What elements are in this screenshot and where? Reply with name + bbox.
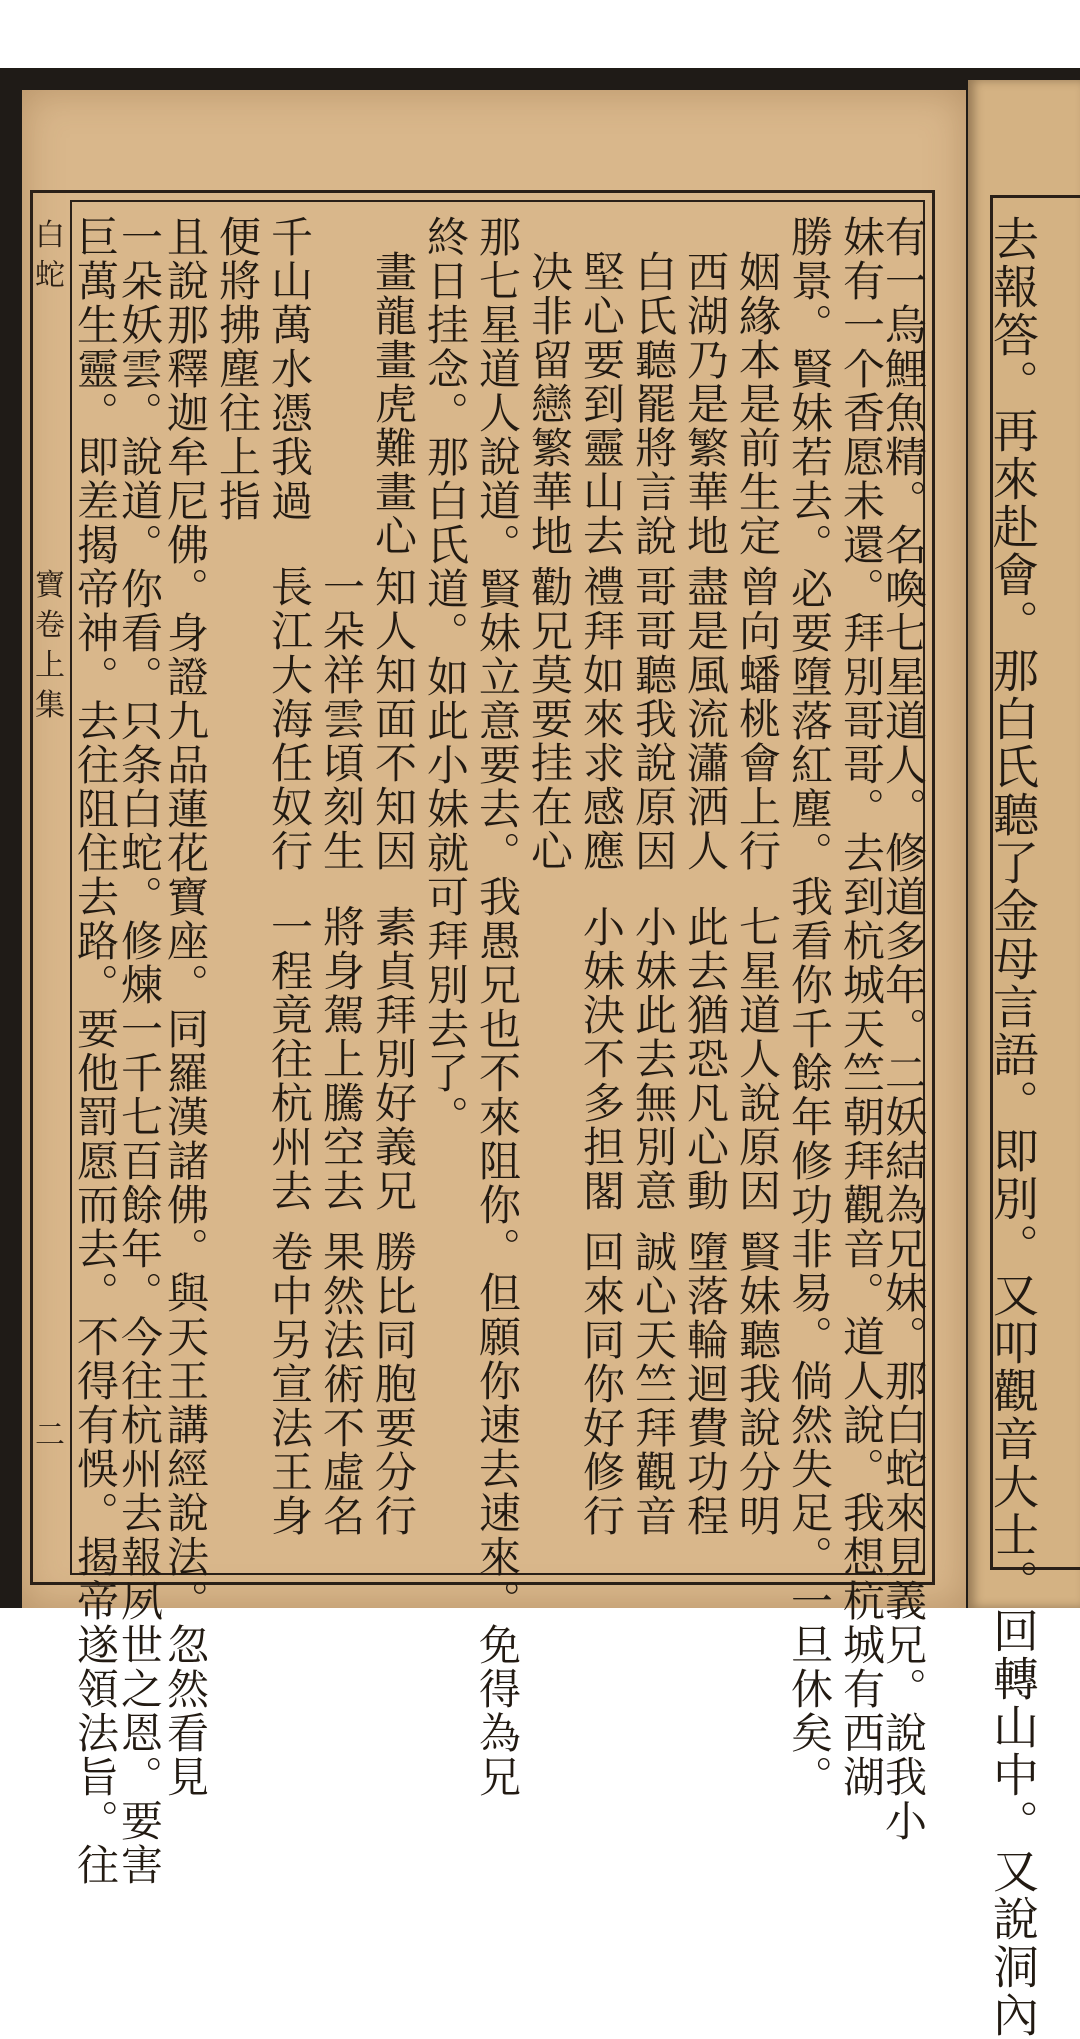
- verse-column-7-top: 堅心要到靈山去: [577, 250, 626, 558]
- text-column-9: 那七星道人說道。賢妹立意要去。我愚兄也不來阻你。但願你速去速來。免得為兄: [473, 215, 522, 1799]
- verse-column-11-top: 畫龍畫虎難畫心: [369, 250, 418, 558]
- verse-column-5-last: 墮落輪迴費功程: [681, 1230, 730, 1538]
- verse-column-7-bot: 小妹決不多担閣: [577, 905, 626, 1213]
- margin-title-strip: [30, 190, 70, 1585]
- right-page-column: 去報答。再來赴會。那白氏聽了金母言語。即別。又叩觀音大士。回轉山中。又說洞內: [986, 215, 1040, 2039]
- margin-char: 卷: [35, 608, 65, 643]
- verse-column-7-mid: 禮拜如來求感應: [577, 565, 626, 873]
- margin-char: 上: [35, 648, 65, 683]
- verse-column-6-top: 白氏聽罷將言說: [629, 250, 678, 558]
- margin-char: 蛇: [35, 258, 65, 293]
- verse-column-7-last: 回來同你好修行: [577, 1230, 626, 1538]
- verse-column-4-top: 姻緣本是前生定: [733, 250, 782, 558]
- verse-column-6-bot: 小妹此去無別意: [629, 905, 678, 1213]
- text-column-15: 且說那釋迦牟尼佛。身證九品蓮花寶座。同羅漢諸佛。與天王講經說法。忽然看見: [161, 215, 210, 1799]
- verse-column-6-last: 誠心天竺拜觀音: [629, 1230, 678, 1538]
- verse-column-11-last: 勝比同胞要分行: [369, 1230, 418, 1538]
- verse-column-5-top: 西湖乃是繁華地: [681, 250, 730, 558]
- verse-column-6-mid: 哥哥聽我說原因: [629, 565, 678, 873]
- verse-column-13-last: 卷中另宣法王身: [265, 1230, 314, 1538]
- verse-column-4-bot: 七星道人說原因: [733, 905, 782, 1213]
- margin-char: 集: [35, 688, 65, 723]
- text-column-10: 終日挂念。那白氏道。如此小妹就可拜別去了。: [421, 215, 470, 1139]
- verse-column-4-last: 賢妹聽我說分明: [733, 1230, 782, 1538]
- text-column-3: 勝景。賢妹若去。必要墮落紅塵。我看你千餘年修功非易。倘然失足。一旦休矣。: [785, 215, 834, 1799]
- verse-column-12-top: 一朵祥雲頃刻生: [317, 565, 366, 873]
- verse-column-5-mid: 盡是風流瀟洒人: [681, 565, 730, 873]
- text-column-16: 一朵妖雲。說道。你看。只条白蛇。修煉一千七百餘年。今往杭州去報夙世之恩。要害: [115, 215, 164, 1887]
- margin-char: 寶: [35, 568, 65, 603]
- verse-column-13-bot: 一程竟往杭州去: [265, 905, 314, 1213]
- verse-column-12-bot: 將身駕上騰空去: [317, 905, 366, 1213]
- verse-column-11-bot: 素貞拜別好義兄: [369, 905, 418, 1213]
- verse-column-4-mid: 曾向蟠桃會上行: [733, 565, 782, 873]
- verse-column-5-bot: 此去猶恐凡心動: [681, 905, 730, 1213]
- margin-char: 白: [35, 218, 65, 253]
- verse-column-8-mid: 勸兄莫要挂在心: [525, 565, 574, 873]
- text-column-2: 妹有一个香愿未還。拜別哥哥。去到杭城天竺朝拜觀音。道人說。我想杭城有西湖: [837, 215, 886, 1799]
- text-column-1: 有一烏鯉魚精。名喚七星道人。修道多年。二妖結為兄妹。那白蛇來見義兄。說我小: [879, 215, 928, 1843]
- verse-column-13-top: 千山萬水憑我過: [265, 215, 314, 523]
- text-column-14: 便將拂塵往上指: [213, 215, 262, 523]
- verse-column-12-last: 果然法術不虛名: [317, 1230, 366, 1538]
- verse-column-13-mid: 長江大海任奴行: [265, 565, 314, 873]
- margin-char: 二: [35, 1418, 65, 1453]
- text-column-17: 巨萬生靈。即差揭帝神。去往阻住去路。要他罰愿而去。不得有悞。揭帝遂領法旨。往: [71, 215, 120, 1887]
- verse-column-11-mid: 知人知面不知因: [369, 565, 418, 873]
- verse-column-8-top: 决非留戀繁華地: [525, 250, 574, 558]
